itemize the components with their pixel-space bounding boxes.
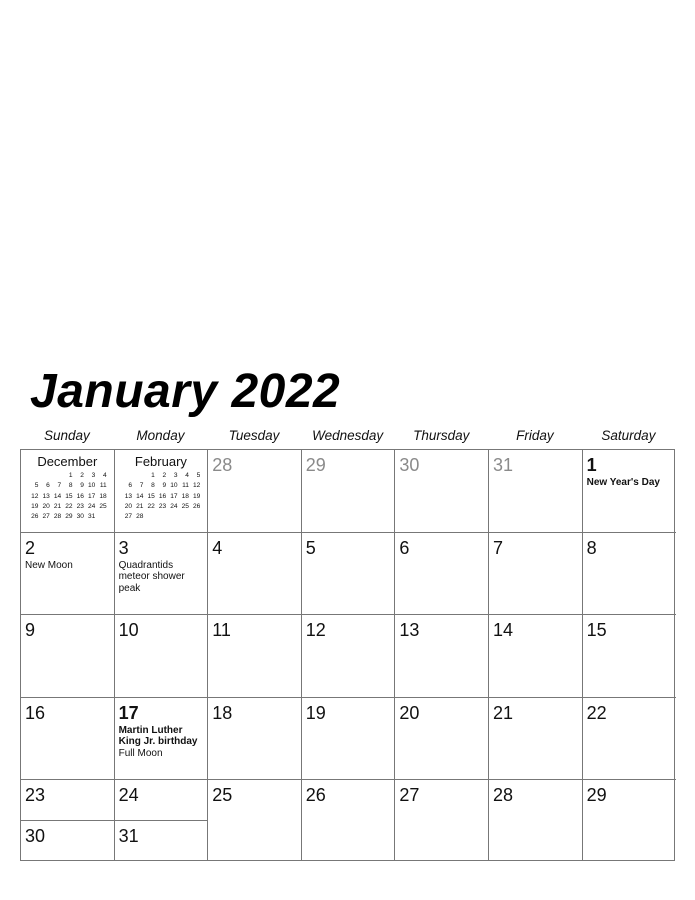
day-number: 30 — [25, 825, 46, 846]
mini-calendar-day: 28 — [53, 513, 62, 521]
day-number: 27 — [399, 785, 420, 805]
mini-calendar-day: 9 — [162, 482, 167, 490]
day-cell[interactable] — [208, 780, 302, 861]
mini-calendar-day: 29 — [65, 513, 73, 521]
mini-calendar-day: 10 — [170, 482, 178, 490]
mini-calendar-day: 20 — [124, 502, 133, 510]
astronomy-event-line: peak — [118, 582, 141, 594]
mini-calendar-day: 22 — [147, 502, 155, 510]
day-cell[interactable] — [208, 698, 302, 781]
day-cell[interactable] — [489, 533, 583, 616]
day-number: 31 — [118, 825, 139, 846]
mini-calendar-day: 2 — [80, 472, 84, 479]
mini-calendar-day: 13 — [42, 492, 50, 500]
day-cell[interactable] — [21, 780, 115, 821]
day-cell[interactable] — [302, 698, 396, 781]
day-number: 18 — [212, 702, 233, 723]
day-number: 19 — [305, 702, 326, 723]
weekday-thursday: Thursday — [413, 428, 470, 443]
mini-calendar-day: 16 — [76, 492, 84, 500]
day-cell[interactable] — [583, 450, 676, 533]
day-cell[interactable] — [302, 780, 396, 861]
weekday-tuesday: Tuesday — [228, 428, 280, 443]
weekday-sunday: Sunday — [43, 428, 90, 443]
calendar-grid — [20, 449, 675, 861]
mini-calendar-day: 8 — [151, 482, 155, 490]
mini-calendar-day: 3 — [173, 472, 178, 479]
day-cell[interactable] — [115, 615, 209, 698]
day-number: 8 — [586, 537, 597, 558]
mini-calendar-day: 12 — [31, 492, 39, 500]
mini-calendar-week — [27, 512, 107, 522]
day-cell[interactable] — [21, 698, 115, 781]
mini-calendar-day — [189, 512, 200, 522]
mini-calendar-title: February — [134, 454, 187, 469]
day-cell[interactable] — [302, 615, 396, 698]
mini-calendar-table — [121, 471, 201, 522]
weekday-header-row — [20, 428, 676, 446]
day-cell[interactable] — [489, 450, 583, 533]
mini-calendar-day: 24 — [88, 502, 96, 510]
mini-calendar-day: 9 — [80, 482, 84, 490]
day-number: 5 — [305, 537, 316, 558]
day-cell[interactable] — [115, 698, 209, 781]
day-number: 29 — [586, 785, 607, 805]
day-number: 7 — [493, 537, 504, 558]
mini-calendar-day — [27, 471, 38, 481]
day-number: 29 — [305, 455, 326, 475]
day-cell[interactable] — [115, 780, 209, 821]
day-cell[interactable] — [395, 780, 489, 861]
day-events — [119, 560, 206, 595]
mini-calendar-day: 22 — [65, 502, 73, 510]
mini-calendar-december — [21, 454, 114, 522]
mini-calendar-day: 31 — [88, 513, 96, 521]
mini-calendar-day: 15 — [147, 492, 155, 500]
mini-calendar-day: 27 — [124, 513, 133, 521]
day-cell[interactable] — [21, 533, 115, 616]
day-number: 23 — [25, 785, 46, 805]
mini-calendar-day: 7 — [57, 482, 62, 490]
day-number: 25 — [212, 785, 233, 805]
mini-calendar-day: 8 — [68, 482, 73, 490]
mini-calendar-day: 21 — [53, 502, 62, 510]
mini-calendar-day: 21 — [136, 502, 144, 510]
mini-calendar-day — [144, 512, 155, 522]
mini-calendar-day: 10 — [88, 482, 96, 490]
day-number: 26 — [305, 785, 326, 805]
mini-calendar-day: 13 — [124, 492, 133, 500]
mini-calendar-day — [178, 512, 189, 522]
mini-calendar-day: 15 — [65, 492, 73, 500]
mini-calendar-title: December — [37, 454, 98, 469]
mini-calendar-week — [121, 502, 201, 512]
day-number: 2 — [25, 537, 36, 558]
day-number: 13 — [399, 620, 420, 640]
mini-calendar-day — [132, 471, 143, 481]
mini-calendar-day: 23 — [76, 502, 84, 510]
mini-calendar-day: 11 — [182, 482, 189, 490]
mini-calendar-day: 6 — [128, 482, 133, 490]
day-number: 15 — [586, 620, 607, 640]
day-cell[interactable] — [21, 615, 115, 698]
day-cell[interactable] — [302, 450, 396, 533]
mini-calendar-day: 3 — [91, 472, 96, 479]
mini-calendar-day: 4 — [185, 472, 189, 479]
mini-calendar-week — [121, 512, 201, 522]
mini-calendar-week — [27, 502, 107, 512]
mini-calendar-week — [27, 471, 107, 481]
mini-calendar-week — [27, 481, 107, 491]
day-number: 3 — [118, 537, 129, 558]
mini-calendar-day: 30 — [76, 513, 84, 521]
day-cell[interactable] — [115, 533, 209, 616]
day-events — [25, 560, 112, 572]
day-number: 11 — [212, 620, 231, 640]
day-number: 30 — [399, 455, 420, 475]
holiday-event-line: King Jr. birthday — [118, 736, 198, 747]
mini-calendar-day: 1 — [151, 472, 155, 479]
mini-calendar-day: 26 — [192, 502, 201, 510]
moon-phase-event: New Moon — [25, 559, 73, 571]
day-cell[interactable] — [302, 533, 396, 616]
mini-calendar-day: 11 — [99, 482, 107, 490]
mini-calendar-day: 26 — [31, 513, 39, 521]
day-cell[interactable] — [395, 533, 489, 616]
mini-calendar-day: 14 — [53, 492, 62, 500]
day-number: 17 — [118, 702, 139, 723]
day-number: 1 — [586, 455, 597, 475]
day-number: 10 — [118, 620, 139, 640]
day-cell[interactable] — [583, 698, 676, 781]
moon-phase-event: Full Moon — [118, 747, 163, 759]
day-cell[interactable] — [395, 615, 489, 698]
day-number: 22 — [586, 702, 607, 723]
mini-calendar-day — [39, 471, 50, 481]
mini-calendar-week — [27, 492, 107, 502]
mini-calendar-day: 5 — [34, 482, 39, 490]
astronomy-event-line: meteor shower — [118, 571, 185, 582]
day-number: 31 — [493, 455, 514, 475]
day-cell[interactable] — [489, 780, 583, 861]
day-cell[interactable] — [208, 533, 302, 616]
mini-calendar-day — [50, 471, 61, 481]
day-number: 20 — [399, 702, 420, 723]
day-number: 16 — [25, 702, 46, 723]
weekday-friday: Friday — [516, 428, 554, 443]
mini-calendar-december-cell — [21, 450, 115, 533]
holiday-event: New Year's Day — [586, 477, 660, 488]
mini-calendar-february — [115, 454, 208, 522]
mini-calendar-day: 2 — [162, 472, 167, 479]
holiday-event-line: Martin Luther — [118, 724, 183, 736]
day-number: 6 — [399, 537, 410, 558]
mini-calendar-day: 27 — [42, 513, 50, 521]
day-number: 28 — [212, 455, 233, 475]
mini-calendar-day: 23 — [158, 502, 167, 510]
day-cell[interactable] — [208, 450, 302, 533]
mini-calendar-day: 18 — [181, 492, 189, 500]
mini-calendar-day: 1 — [68, 472, 73, 479]
mini-calendar-day: 24 — [170, 502, 178, 510]
mini-calendar-day: 18 — [99, 492, 107, 500]
day-number: 4 — [212, 537, 223, 558]
day-number: 14 — [493, 620, 514, 640]
day-events — [587, 477, 674, 489]
mini-calendar-february-cell — [115, 450, 209, 533]
day-cell[interactable] — [489, 698, 583, 781]
mini-calendar-week — [121, 471, 201, 481]
day-cell[interactable] — [583, 615, 676, 698]
day-cell[interactable] — [395, 698, 489, 781]
day-events — [119, 725, 206, 760]
weekday-saturday: Saturday — [601, 428, 656, 443]
mini-calendar-day: 25 — [181, 502, 189, 510]
mini-calendar-day: 19 — [31, 502, 39, 510]
day-number: 12 — [305, 620, 326, 640]
mini-calendar-day: 17 — [88, 492, 96, 500]
mini-calendar-day: 20 — [42, 502, 50, 510]
astronomy-event-line: Quadrantids — [118, 559, 174, 571]
day-number: 21 — [493, 702, 514, 723]
mini-calendar-day: 17 — [170, 492, 178, 500]
mini-calendar-day — [155, 512, 166, 522]
mini-calendar-day: 7 — [139, 482, 144, 490]
day-number: 24 — [118, 785, 139, 805]
day-cell[interactable] — [583, 533, 676, 616]
day-cell[interactable] — [115, 821, 209, 862]
weekday-wednesday: Wednesday — [312, 428, 384, 443]
day-number: 28 — [493, 785, 514, 805]
mini-calendar-day: 6 — [46, 482, 50, 490]
weekday-monday: Monday — [136, 428, 185, 443]
mini-calendar-table — [27, 471, 107, 522]
mini-calendar-day: 25 — [99, 502, 107, 510]
mini-calendar-week — [121, 492, 201, 502]
day-cell[interactable] — [395, 450, 489, 533]
mini-calendar-day: 12 — [192, 482, 201, 490]
day-cell[interactable] — [583, 780, 676, 861]
mini-calendar-day: 19 — [192, 492, 201, 500]
mini-calendar-day — [96, 512, 107, 522]
day-cell[interactable] — [208, 615, 302, 698]
mini-calendar-day: 4 — [103, 472, 107, 479]
mini-calendar-day: 5 — [196, 472, 201, 479]
mini-calendar-day — [121, 471, 132, 481]
mini-calendar-day — [167, 512, 178, 522]
day-cell[interactable] — [489, 615, 583, 698]
mini-calendar-week — [121, 481, 201, 491]
day-number: 9 — [25, 620, 36, 640]
mini-calendar-day: 28 — [136, 513, 144, 521]
day-cell[interactable] — [21, 821, 115, 862]
page-title: January 2022 — [30, 365, 341, 418]
mini-calendar-day: 16 — [158, 492, 167, 500]
mini-calendar-day: 14 — [136, 492, 144, 500]
